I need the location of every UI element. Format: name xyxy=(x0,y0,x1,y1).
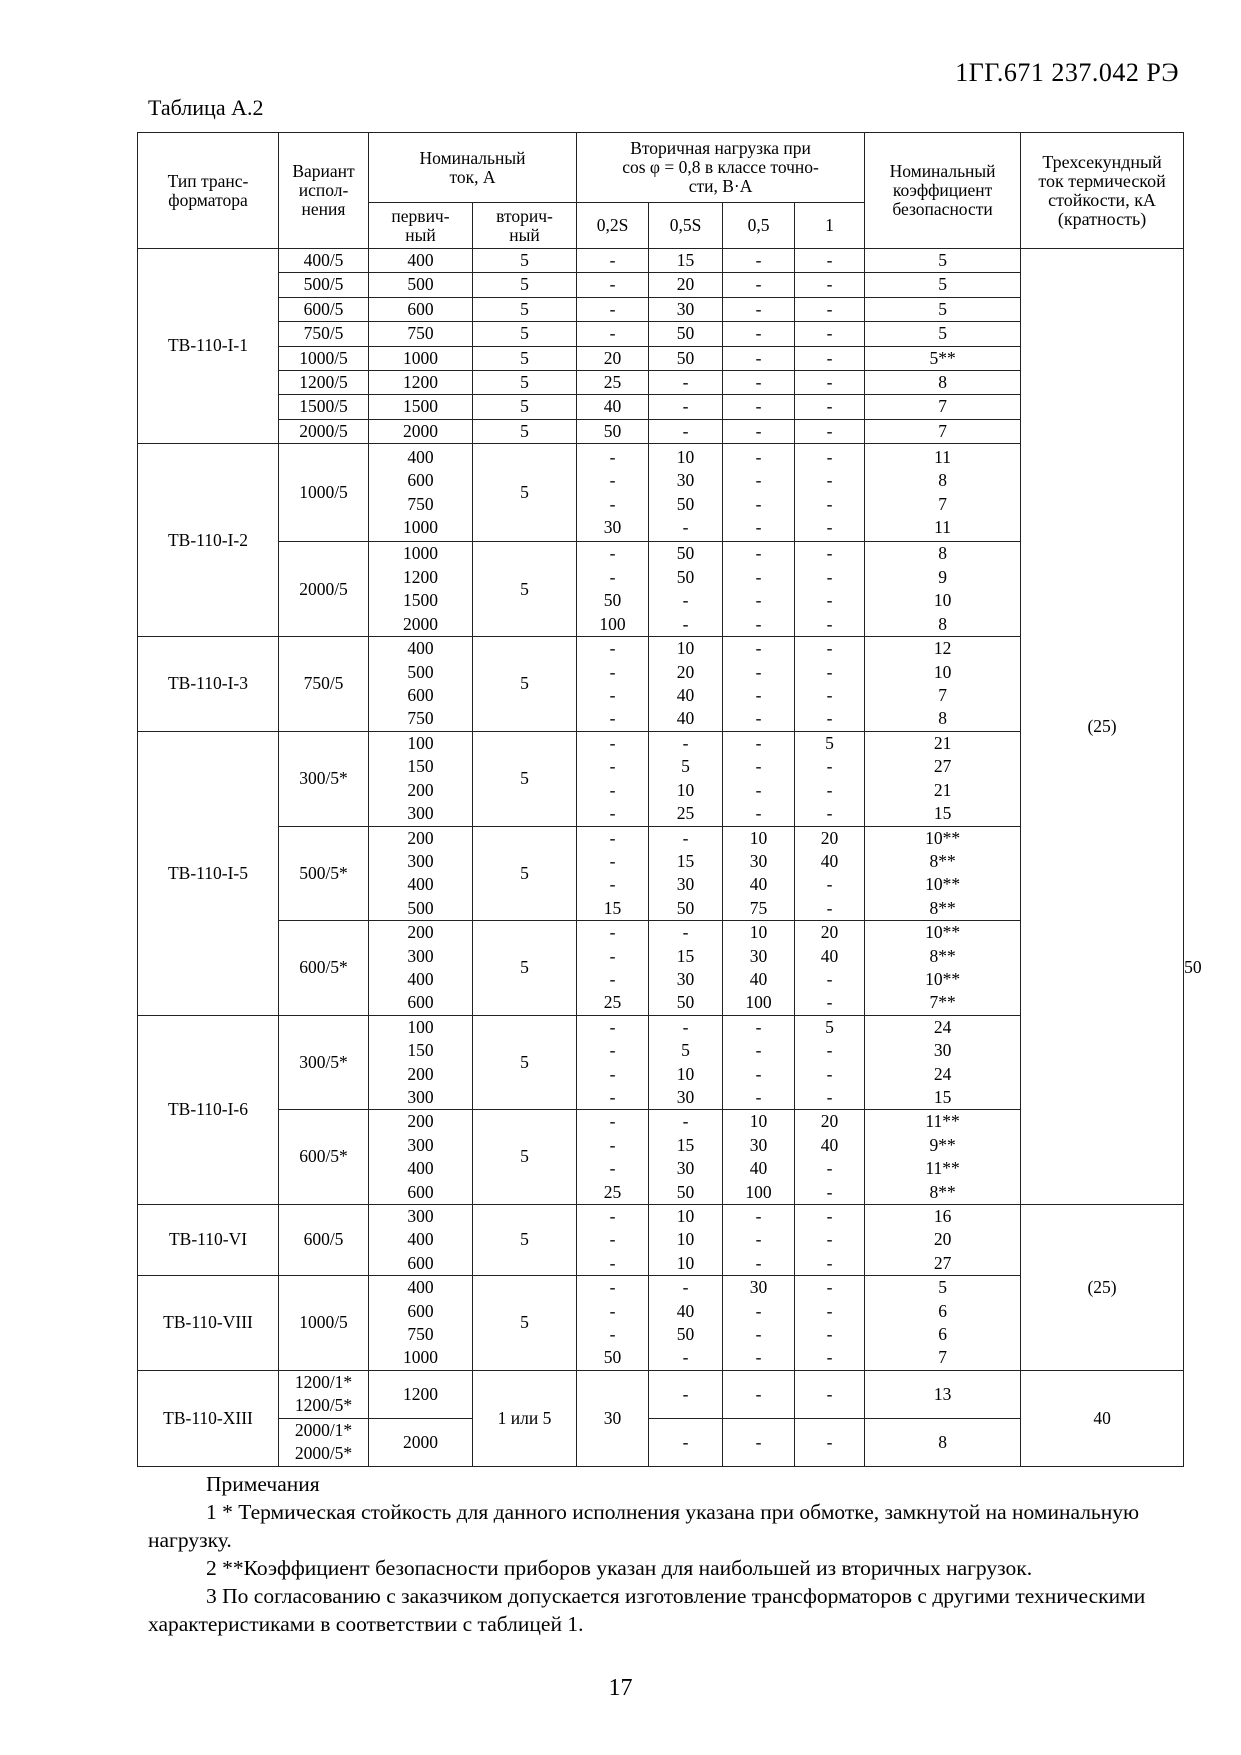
variant-cell: 1000/5 xyxy=(279,1276,369,1371)
safety-factor-cell: 10** 8** 10** 8** xyxy=(865,826,1021,921)
header-nominal-current: Номинальный ток, А xyxy=(369,133,577,203)
load-05-cell: - - - xyxy=(723,1205,795,1276)
load-05-cell: 10 30 40 100 xyxy=(723,1110,795,1205)
note-item: 2 **Коэффициент безопасности приборов указан для наибольшей из вторичных нагрузок. xyxy=(206,1556,1033,1580)
primary-cell: 100 150 200 300 xyxy=(369,1015,473,1110)
secondary-cell: 5 xyxy=(473,419,577,443)
load-02s-cell: 30 xyxy=(577,1370,649,1466)
safety-factor-cell: 5 6 6 7 xyxy=(865,1276,1021,1371)
variant-cell: 600/5 xyxy=(279,297,369,321)
primary-cell: 200 300 400 500 xyxy=(369,826,473,921)
load-1-cell: - - - - xyxy=(795,542,865,637)
load-1-cell: - xyxy=(795,322,865,346)
header-secondary-load: Вторичная нагрузка при cos φ = 0,8 в классе точно- сти, В·А xyxy=(577,133,865,203)
load-05-cell: - - - - xyxy=(723,542,795,637)
load-02s-cell: - xyxy=(577,273,649,297)
load-1-cell: - xyxy=(795,297,865,321)
primary-cell: 2000 xyxy=(369,1418,473,1466)
variant-cell: 600/5 xyxy=(279,1205,369,1276)
secondary-cell: 5 xyxy=(473,395,577,419)
load-02s-cell: - - - - xyxy=(577,731,649,826)
load-05-cell: - xyxy=(723,371,795,395)
load-1-cell: 20 40 - - xyxy=(795,826,865,921)
load-05-cell: - - - - xyxy=(723,444,795,542)
load-1-cell: - - - - xyxy=(795,637,865,732)
safety-factor-cell: 5 xyxy=(865,322,1021,346)
type-cell: ТВ-110-I-5 xyxy=(138,731,279,1015)
load-05-cell: - xyxy=(723,419,795,443)
load-05s-cell: 50 50 - - xyxy=(649,542,723,637)
variant-cell: 300/5* xyxy=(279,731,369,826)
variant-cell: 1000/5 xyxy=(279,444,369,542)
load-1-cell: - xyxy=(795,371,865,395)
primary-cell: 400 600 750 1000 xyxy=(369,444,473,542)
load-1-cell: - xyxy=(795,395,865,419)
secondary-cell: 5 xyxy=(473,637,577,732)
load-05s-cell: - 15 30 50 xyxy=(649,921,723,1016)
secondary-cell: 5 xyxy=(473,273,577,297)
primary-cell: 1000 xyxy=(369,346,473,370)
variant-cell: 600/5* xyxy=(279,921,369,1016)
load-05s-cell: - 5 10 30 xyxy=(649,1015,723,1110)
load-05-cell: - - - - xyxy=(723,637,795,732)
safety-factor-cell: 7 xyxy=(865,395,1021,419)
header-safety-factor: Номинальный коэффициент безопасности xyxy=(865,133,1021,249)
load-02s-cell: - xyxy=(577,249,649,273)
header-class-05s: 0,5S xyxy=(649,203,723,249)
load-1-cell: - - - - xyxy=(795,444,865,542)
load-05s-cell: 10 20 40 40 xyxy=(649,637,723,732)
safety-factor-cell: 8 xyxy=(865,1418,1021,1466)
secondary-cell: 5 xyxy=(473,297,577,321)
document-code: 1ГГ.671 237.042 РЭ xyxy=(955,58,1179,87)
header-type: Тип транс- форматора xyxy=(138,133,279,249)
load-05s-cell: 10 30 50 - xyxy=(649,444,723,542)
safety-factor-cell: 13 xyxy=(865,1370,1021,1418)
load-1-cell: 5 - - - xyxy=(795,731,865,826)
safety-factor-cell: 5 xyxy=(865,297,1021,321)
variant-cell: 1000/5 xyxy=(279,346,369,370)
secondary-cell: 5 xyxy=(473,249,577,273)
secondary-cell: 5 xyxy=(473,542,577,637)
variant-cell: 1500/5 xyxy=(279,395,369,419)
variant-cell: 500/5* xyxy=(279,826,369,921)
variant-cell: 400/5 xyxy=(279,249,369,273)
load-1-cell: 5 - - - xyxy=(795,1015,865,1110)
primary-cell: 750 xyxy=(369,322,473,346)
safety-factor-cell: 24 30 24 15 xyxy=(865,1015,1021,1110)
header-secondary: вторич- ный xyxy=(473,203,577,249)
type-cell: ТВ-110-I-2 xyxy=(138,444,279,637)
secondary-cell: 5 xyxy=(473,444,577,542)
type-cell: ТВ-110-I-3 xyxy=(138,637,279,732)
load-02s-cell: 40 xyxy=(577,395,649,419)
primary-cell: 200 300 400 600 xyxy=(369,1110,473,1205)
variant-cell: 500/5 xyxy=(279,273,369,297)
safety-factor-cell: 5 xyxy=(865,249,1021,273)
load-05-cell: 10 30 40 100 xyxy=(723,921,795,1016)
safety-factor-cell: 7 xyxy=(865,419,1021,443)
safety-factor-cell: 12 10 7 8 xyxy=(865,637,1021,732)
load-05s-cell: 15 xyxy=(649,249,723,273)
secondary-cell: 5 xyxy=(473,346,577,370)
secondary-cell: 5 xyxy=(473,1110,577,1205)
load-05-cell: - xyxy=(723,322,795,346)
load-02s-cell: - - - - xyxy=(577,637,649,732)
load-1-cell: - xyxy=(795,419,865,443)
load-05s-cell: - xyxy=(649,395,723,419)
type-cell: ТВ-110-I-1 xyxy=(138,249,279,444)
load-05s-cell: - xyxy=(649,1370,723,1418)
load-02s-cell: - - - - xyxy=(577,1015,649,1110)
note-item: 1 * Термическая стойкость для данного исполнения указана при обмотке, замкнутой на номинальную нагрузку. xyxy=(148,1500,1140,1552)
variant-cell: 2000/5 xyxy=(279,419,369,443)
load-02s-cell: 20 xyxy=(577,346,649,370)
safety-factor-cell: 11 8 7 11 xyxy=(865,444,1021,542)
load-05s-cell: 30 xyxy=(649,297,723,321)
primary-cell: 400 500 600 750 xyxy=(369,637,473,732)
load-05s-cell: 50 xyxy=(649,322,723,346)
primary-cell: 600 xyxy=(369,297,473,321)
safety-factor-cell: 11** 9** 11** 8** xyxy=(865,1110,1021,1205)
type-cell: ТВ-110-VIII xyxy=(138,1276,279,1371)
header-class-02s: 0,2S xyxy=(577,203,649,249)
secondary-cell: 5 xyxy=(473,731,577,826)
load-05s-cell: - 5 10 25 xyxy=(649,731,723,826)
load-05-cell: - - - - xyxy=(723,1015,795,1110)
load-02s-cell: - - - 25 xyxy=(577,1110,649,1205)
load-02s-cell: - - - xyxy=(577,1205,649,1276)
header-class-1: 1 xyxy=(795,203,865,249)
secondary-cell: 5 xyxy=(473,826,577,921)
type-cell: ТВ-110-I-6 xyxy=(138,1015,279,1204)
variant-cell: 750/5 xyxy=(279,322,369,346)
load-02s-cell: - - - 25 xyxy=(577,921,649,1016)
primary-cell: 100 150 200 300 xyxy=(369,731,473,826)
secondary-cell: 5 xyxy=(473,1015,577,1110)
load-02s-cell: 50 xyxy=(577,419,649,443)
variant-cell: 750/5 xyxy=(279,637,369,732)
primary-cell: 200 300 400 600 xyxy=(369,921,473,1016)
primary-cell: 1200 xyxy=(369,371,473,395)
primary-cell: 500 xyxy=(369,273,473,297)
load-02s-cell: - xyxy=(577,322,649,346)
load-1-cell: - - - xyxy=(795,1205,865,1276)
page-number: 17 xyxy=(608,1675,633,1701)
load-1-cell: 20 40 - - xyxy=(795,1110,865,1205)
safety-factor-cell: 21 27 21 15 xyxy=(865,731,1021,826)
variant-cell: 1200/5 xyxy=(279,371,369,395)
load-05s-cell: - xyxy=(649,419,723,443)
primary-cell: 2000 xyxy=(369,419,473,443)
secondary-cell: 5 xyxy=(473,1276,577,1371)
load-1-cell: - xyxy=(795,249,865,273)
safety-factor-cell: 8 xyxy=(865,371,1021,395)
thermal-current-cell: (25) xyxy=(1021,249,1184,1205)
safety-factor-cell: 5** xyxy=(865,346,1021,370)
load-05s-cell: 10 10 10 xyxy=(649,1205,723,1276)
notes-title: Примечания xyxy=(206,1472,320,1496)
header-thermal-current: Трехсекундный ток термической стойкости, кА (кратность) xyxy=(1021,133,1184,249)
load-05s-cell: - 15 30 50 xyxy=(649,826,723,921)
load-05-cell: - xyxy=(723,395,795,419)
load-1-cell: - xyxy=(795,1418,865,1466)
header-class-05: 0,5 xyxy=(723,203,795,249)
load-1-cell: - xyxy=(795,273,865,297)
header-primary: первич- ный xyxy=(369,203,473,249)
load-02s-cell: - - 50 100 xyxy=(577,542,649,637)
primary-cell: 400 600 750 1000 xyxy=(369,1276,473,1371)
load-02s-cell: 25 xyxy=(577,371,649,395)
load-05-cell: - xyxy=(723,297,795,321)
transformer-specs-table: Тип транс- форматора Вариант испол- нения Номинальный ток, А Вторичная нагрузка при cos φ = 0,8 в классе точно- сти, В·А Номинальный коэффициент безопасности Трехсекундный ток термической стойкости, кА (кратность) первич- ный вторич- ный 0,2S 0,5S 0,5 1 ТВ-110-I-1 400/5 400 5 - 15 - - 5 (25) 500/5 500 5 - 20 - - 5 600/5 600 5 - 30 - - 5 750/5 750 5 - 50 - - 5 1000/5 1000 5 20 50 - - 5** 1200/5 1200 5 25 - - - 8 1500/5 1500 5 40 - - - 7 2000/5 2000 5 50 - - - 7 ТВ-110-I-2 1000/5 400 600 750 1000 5 - - - 30 10 30 50 - - - - - - - - - 11 8 7 11 2000/5 1000 1200 1500 2000 5 - - 50 100 50 50 - - - - - - - - - - 8 9 10 8 ТВ-110-I-3 750/5 400 500 600 750 5 - - - - 10 20 40 40 - - - - - - - - 12 10 7 8 ТВ-110-I-5 300/5* 100 150 200 300 5 - - - - - 5 10 25 - - - - 5 - - - 21 27 21 15 50 500/5* 200 300 400 500 5 - - - 15 - 15 30 50 10 30 40 75 20 40 - - 10** 8** 10** 8** 600/5* 200 300 400 600 5 - - - 25 - 15 30 50 10 30 40 100 20 40 - - 10** 8** 10** 7** ТВ-110-I-6 300/5* 100 150 200 300 5 - - - - - 5 10 30 - - - - 5 - - - 24 30 24 15 600/5* 200 300 400 600 5 - - - 25 - 15 30 50 10 30 40 100 20 40 - - 11** 9** 11** 8** ТВ-110-VI 600/5 300 400 600 5 - - - 10 10 10 - - - - - - 16 20 27 (25) ТВ-110-VIII 1000/5 400 600 750 1000 5 - - - 50 - 40 50 - 30 - - - - - - - 5 6 6 7 ТВ-110-XIII 1200/1* 1200/5* 1200 1 или 5 30 - - - 13 40 2000/1* 2000/5* 2000 - - - 8 xyxy=(137,132,1184,1467)
load-02s-cell: - - - 50 xyxy=(577,1276,649,1371)
secondary-cell: 5 xyxy=(473,921,577,1016)
header-variant: Вариант испол- нения xyxy=(279,133,369,249)
primary-cell: 300 400 600 xyxy=(369,1205,473,1276)
safety-factor-cell: 16 20 27 xyxy=(865,1205,1021,1276)
load-1-cell: - xyxy=(795,346,865,370)
type-cell: ТВ-110-VI xyxy=(138,1205,279,1276)
load-05-cell: - xyxy=(723,1418,795,1466)
load-05s-cell: 50 xyxy=(649,346,723,370)
load-05-cell: - xyxy=(723,346,795,370)
variant-cell: 2000/5 xyxy=(279,542,369,637)
variant-cell: 300/5* xyxy=(279,1015,369,1110)
primary-cell: 1200 xyxy=(369,1370,473,1418)
load-02s-cell: - - - 15 xyxy=(577,826,649,921)
primary-cell: 1500 xyxy=(369,395,473,419)
load-05s-cell: - xyxy=(649,371,723,395)
load-05-cell: - xyxy=(723,273,795,297)
notes-section xyxy=(148,1470,1183,1638)
load-1-cell: 20 40 - - xyxy=(795,921,865,1016)
load-1-cell: - xyxy=(795,1370,865,1418)
load-05s-cell: - 15 30 50 xyxy=(649,1110,723,1205)
type-cell: ТВ-110-XIII xyxy=(138,1370,279,1466)
safety-factor-cell: 5 xyxy=(865,273,1021,297)
load-05-cell: - xyxy=(723,249,795,273)
variant-cell: 600/5* xyxy=(279,1110,369,1205)
safety-factor-cell: 8 9 10 8 xyxy=(865,542,1021,637)
primary-cell: 400 xyxy=(369,249,473,273)
secondary-cell: 5 xyxy=(473,322,577,346)
load-05-cell: 30 - - - xyxy=(723,1276,795,1371)
safety-factor-cell: 10** 8** 10** 7** xyxy=(865,921,1021,1016)
variant-cell: 1200/1* 1200/5* xyxy=(279,1370,369,1418)
primary-cell: 1000 1200 1500 2000 xyxy=(369,542,473,637)
load-02s-cell: - - - 30 xyxy=(577,444,649,542)
thermal-current-cell: 40 xyxy=(1021,1370,1184,1466)
load-05s-cell: - 40 50 - xyxy=(649,1276,723,1371)
thermal-current-cell: (25) xyxy=(1021,1205,1184,1371)
load-05-cell: - xyxy=(723,1370,795,1418)
load-05-cell: 10 30 40 75 xyxy=(723,826,795,921)
secondary-cell: 5 xyxy=(473,371,577,395)
variant-cell: 2000/1* 2000/5* xyxy=(279,1418,369,1466)
load-1-cell: - - - - xyxy=(795,1276,865,1371)
table-caption: Таблица А.2 xyxy=(148,95,264,120)
load-05-cell: - - - - xyxy=(723,731,795,826)
load-02s-cell: - xyxy=(577,297,649,321)
secondary-cell: 1 или 5 xyxy=(473,1370,577,1466)
load-05s-cell: - xyxy=(649,1418,723,1466)
load-05s-cell: 20 xyxy=(649,273,723,297)
note-item: 3 По согласованию с заказчиком допускается изготовление трансформаторов с другими техническими характеристиками в соответствии с таблицей 1. xyxy=(148,1584,1146,1636)
secondary-cell: 5 xyxy=(473,1205,577,1276)
